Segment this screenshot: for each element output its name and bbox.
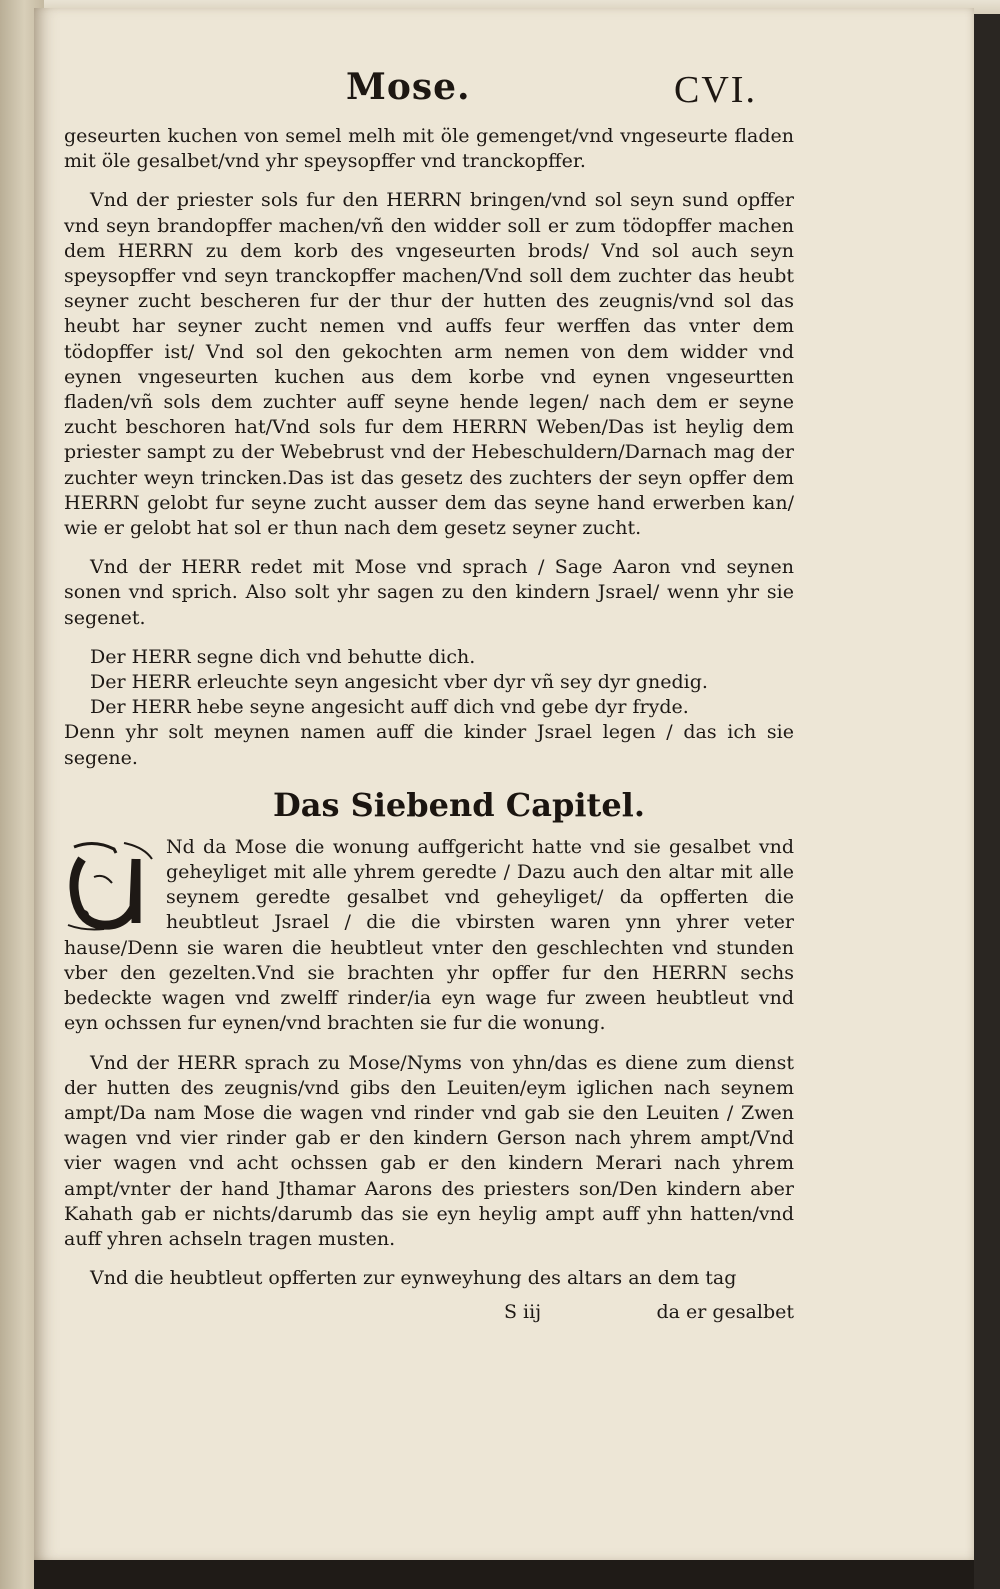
folio-number: CVI. bbox=[674, 69, 757, 111]
decorated-initial-icon bbox=[64, 837, 156, 935]
running-title: Mose. bbox=[346, 66, 471, 108]
scan-background bbox=[34, 1560, 974, 1589]
paragraph: Vnd die heubtleut opfferten zur eynweyhung des altars an dem tag bbox=[90, 1267, 737, 1290]
chapter-opening bbox=[64, 835, 794, 1037]
paragraph: Vnd der HERR sprach zu Mose/Nyms von yhn/das es diene zum dienst der hutten des zeugnis/vnd gibs den Leuiten/eym iglichen nach seynem ampt/Da nam Mose die wagen vnd rinder vnd gab sie den Leuiten / Zwen wagen vnd vier rinder gab er den kindern Gerson nach yhrem ampt/Vnd vier wagen vnd acht ochssen gab er den kindern Merari nach yhrem ampt/vnter der hand Jthamar Aarons des priesters son/Den kindern aber Kahath gab er nichts/darumb das sie eyn heylig ampt auff yhn hatten/vnd auff yhren achseln tragen musten. bbox=[64, 1051, 794, 1250]
blessing-line: Der HERR segne dich vnd behutte dich. bbox=[90, 645, 476, 668]
page-footer bbox=[64, 1301, 794, 1329]
book-page bbox=[34, 8, 974, 1560]
paragraph: Nd da Mose die wonung auffgericht hatte vnd sie gesalbet vnd geheyliget mit alle yhrem geredte / Dazu auch den altar mit alle seynem geredte gesalbet vnd geheyliget/ da opfferten die heubtleut Jsrael / die die vbirsten waren ynn yhrer veter hause/Denn sie waren die heubtleut vnter den geschlechten vnd stunden vber den gezelten.Vnd sie brachten yhr opffer fur den HERRN sechs bedeckte wagen vnd zwelff rinder/ia eyn wage fur zween heubtleut vnd eyn ochssen fur eynen/vnd brachten sie fur die wonung. bbox=[64, 835, 794, 1035]
paragraph: Denn yhr solt meynen namen auff die kinder Jsrael legen / das ich sie segene. bbox=[64, 721, 794, 769]
paragraph: geseurten kuchen von semel melh mit öle gemenget/vnd vngeseurte fladen mit öle gesalbet/vnd yhr speysopffer vnd tranckopffer. bbox=[64, 125, 794, 173]
catchword: da er gesalbet bbox=[656, 1301, 794, 1323]
paragraph: Vnd der priester sols fur den HERRN bringen/vnd sol seyn sund opffer vnd seyn brandopffer machen/vñ den widder soll er zum tödopffer machen dem HERRN zu dem korb des vngeseurten brods/ Vnd sol auch seyn speysopffer vnd seyn tranckopffer machen/Vnd soll dem zuchter das heubt seyner zucht bescheren fur der thur der hutten des zeugnis/vnd sol das heubt har seyner zucht nemen vnd auffs feur werffen das vnter dem tödopffer ist/ Vnd sol den gekochten arm nemen von dem widder vnd eynen vngeseurten kuchen aus dem korbe vnd eynen vngeseurtten fladen/vñ sols dem zuchter auff seyne hende legen/ nach dem er seyne zucht beschoren hat/Vnd sols fur dem HERRN Weben/Das ist heylig dem priester sampt zu der Webebrust vnd der Hebeschuldern/Darnach mag der zuchter weyn trincken.Das ist das gesetz des zuchters der seyn opffer dem HERRN gelobt fur seyne zucht ausser dem das seyne hand erwerben kan/ wie er gelobt hat sol er thun nach dem gesetz seyner zucht. bbox=[64, 189, 794, 540]
chapter-heading: Das Siebend Capitel. bbox=[273, 785, 645, 824]
signature-mark: S iij bbox=[504, 1301, 542, 1323]
running-head bbox=[34, 66, 974, 114]
paragraph: Vnd der HERR redet mit Mose vnd sprach / Sage Aaron vnd seynen sonen vnd sprich. Also solt yhr sagen zu den kindern Jsrael/ wenn yhr sie segenet. bbox=[64, 556, 794, 629]
text-block bbox=[64, 124, 794, 1293]
blessing-line: Der HERR erleuchte seyn angesicht vber dyr vñ sey dyr gnedig. bbox=[90, 671, 708, 694]
blessing-line: Der HERR hebe seyne angesicht auff dich vnd gebe dyr fryde. bbox=[90, 696, 689, 719]
